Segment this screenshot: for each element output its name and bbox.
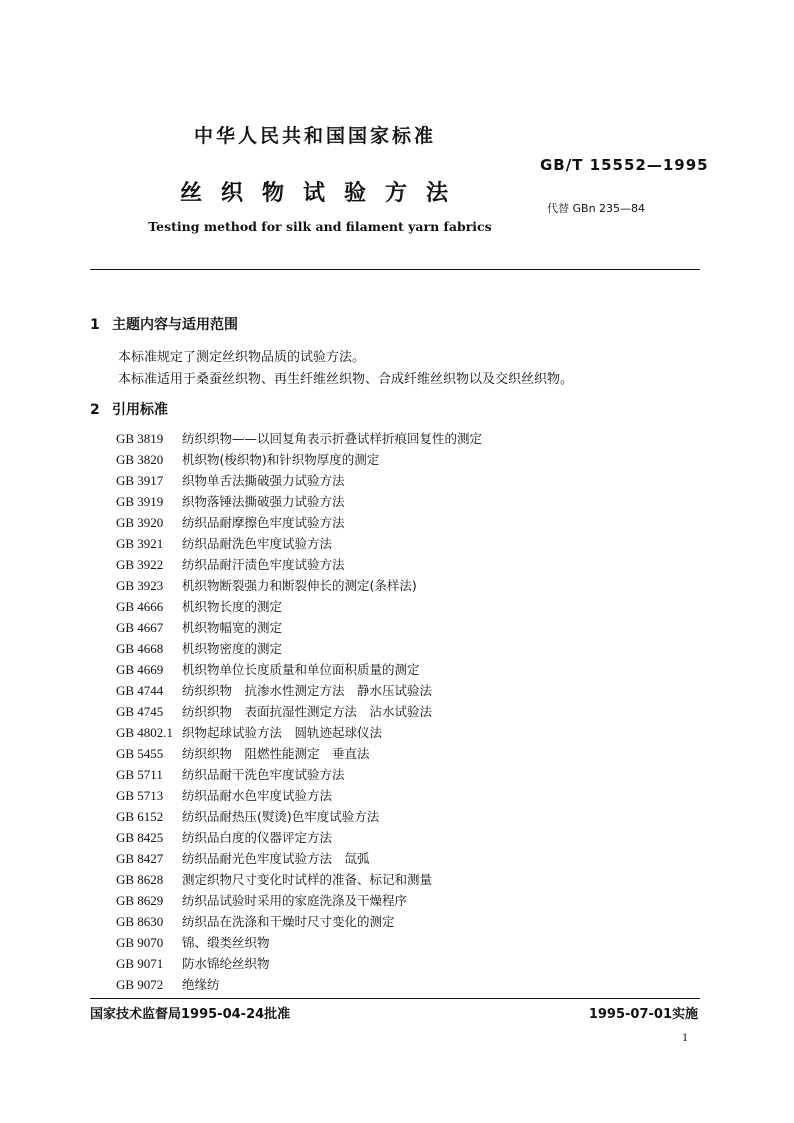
reference-title: 纺织织物 抗渗水性测定方法 静水压试验法	[182, 683, 433, 698]
english-title: Testing method for silk and filament yarn fabrics	[148, 219, 492, 234]
reference-title: 绝缘纺	[182, 977, 220, 992]
standard-number: GB/T 15552—1995	[540, 156, 709, 174]
reference-item	[116, 638, 676, 659]
section-1-heading	[90, 314, 238, 334]
reference-code: GB 9072	[116, 977, 164, 992]
reference-code: GB 9070	[116, 935, 164, 950]
reference-item	[116, 827, 676, 848]
reference-title: 纺织品耐洗色牢度试验方法	[182, 536, 333, 551]
reference-code: GB 4744	[116, 683, 164, 698]
reference-title: 纺织品试验时采用的家庭洗涤及干燥程序	[182, 893, 408, 908]
reference-title: 机织物幅宽的测定	[182, 620, 283, 635]
reference-title: 织物落锤法撕破强力试验方法	[182, 494, 345, 509]
document-title: 丝织物试验方法	[180, 181, 468, 206]
reference-code: GB 3923	[116, 578, 164, 593]
reference-item	[116, 890, 676, 911]
reference-title: 机织物(梭织物)和针织物厚度的测定	[182, 452, 380, 467]
reference-title: 纺织织物——以回复角表示折叠试样折痕回复性的测定	[182, 431, 483, 446]
reference-item	[116, 764, 676, 785]
reference-title: 锦、缎类丝织物	[182, 935, 270, 950]
reference-title: 纺织品耐干洗色牢度试验方法	[182, 767, 345, 782]
reference-title: 机织物断裂强力和断裂伸长的测定(条样法)	[182, 578, 417, 593]
reference-item	[116, 491, 676, 512]
reference-code: GB 3921	[116, 536, 164, 551]
reference-title: 纺织品耐水色牢度试验方法	[182, 788, 333, 803]
page-number: 1	[682, 1030, 688, 1044]
reference-title: 织物起球试验方法 圆轨迹起球仪法	[182, 725, 383, 740]
section-2-heading	[90, 399, 168, 419]
national-standard-heading: 中华人民共和国国家标准	[193, 125, 436, 147]
reference-code: GB 4667	[116, 620, 164, 635]
reference-title: 机织物单位长度质量和单位面积质量的测定	[182, 662, 420, 677]
reference-item	[116, 953, 676, 974]
reference-code: GB 8629	[116, 893, 164, 908]
reference-item	[116, 911, 676, 932]
reference-item	[116, 722, 676, 743]
reference-title: 测定织物尺寸变化时试样的准备、标记和测量	[182, 872, 433, 887]
reference-item	[116, 449, 676, 470]
section-title: 引用标准	[112, 402, 168, 418]
reference-code: GB 3820	[116, 452, 164, 467]
reference-code: GB 8425	[116, 830, 164, 845]
section-number: 1	[90, 317, 100, 333]
reference-code: GB 4666	[116, 599, 164, 614]
reference-item	[116, 575, 676, 596]
reference-item	[116, 533, 676, 554]
replaces-note: 代替 GBn 235—84	[547, 202, 646, 215]
reference-title: 纺织品耐汗渍色牢度试验方法	[182, 557, 345, 572]
reference-code: GB 4745	[116, 704, 164, 719]
reference-title: 机织物密度的测定	[182, 641, 283, 656]
reference-item	[116, 617, 676, 638]
reference-title: 纺织品耐热压(熨烫)色牢度试验方法	[182, 809, 380, 824]
reference-item	[116, 554, 676, 575]
reference-code: GB 8628	[116, 872, 164, 887]
reference-code: GB 6152	[116, 809, 164, 824]
section-1-paragraph: 本标准规定了测定丝织物品质的试验方法。	[118, 350, 366, 365]
reference-title: 纺织织物 阻燃性能测定 垂直法	[182, 746, 370, 761]
reference-code: GB 4802.1	[116, 725, 174, 740]
reference-item	[116, 806, 676, 827]
reference-code: GB 4668	[116, 641, 164, 656]
bottom-divider	[90, 998, 700, 999]
reference-code: GB 5711	[116, 767, 163, 782]
implementation-date: 1995-07-01实施	[588, 1007, 698, 1022]
reference-title: 纺织品耐摩擦色牢度试验方法	[182, 515, 345, 530]
reference-item	[116, 701, 676, 722]
reference-title: 织物单舌法撕破强力试验方法	[182, 473, 345, 488]
reference-code: GB 3917	[116, 473, 164, 488]
reference-item	[116, 659, 676, 680]
reference-code: GB 3922	[116, 557, 164, 572]
section-number: 2	[90, 402, 100, 418]
reference-title: 纺织织物 表面抗湿性测定方法 沾水试验法	[182, 704, 433, 719]
reference-code: GB 8630	[116, 914, 164, 929]
reference-code: GB 3919	[116, 494, 164, 509]
reference-item	[116, 932, 676, 953]
reference-item	[116, 974, 676, 995]
reference-title: 防水锦纶丝织物	[182, 956, 270, 971]
reference-item	[116, 680, 676, 701]
approval-note: 国家技术监督局1995-04-24批准	[90, 1007, 291, 1022]
reference-item	[116, 869, 676, 890]
reference-standards-list	[116, 428, 676, 995]
reference-item	[116, 848, 676, 869]
reference-code: GB 8427	[116, 851, 164, 866]
reference-item	[116, 512, 676, 533]
reference-item	[116, 470, 676, 491]
reference-code: GB 3920	[116, 515, 164, 530]
reference-item	[116, 428, 676, 449]
reference-code: GB 3819	[116, 431, 164, 446]
reference-item	[116, 596, 676, 617]
reference-code: GB 5713	[116, 788, 164, 803]
top-divider	[90, 269, 700, 270]
reference-item	[116, 743, 676, 764]
reference-code: GB 9071	[116, 956, 164, 971]
section-1-paragraph: 本标准适用于桑蚕丝织物、再生纤维丝织物、合成纤维丝织物以及交织丝织物。	[118, 372, 574, 387]
reference-title: 纺织品在洗涤和干燥时尺寸变化的测定	[182, 914, 395, 929]
reference-code: GB 5455	[116, 746, 164, 761]
reference-item	[116, 785, 676, 806]
reference-title: 纺织品耐光色牢度试验方法 氙弧	[182, 851, 370, 866]
reference-title: 纺织品白度的仪器评定方法	[182, 830, 333, 845]
section-title: 主题内容与适用范围	[112, 317, 238, 333]
reference-code: GB 4669	[116, 662, 164, 677]
reference-title: 机织物长度的测定	[182, 599, 283, 614]
